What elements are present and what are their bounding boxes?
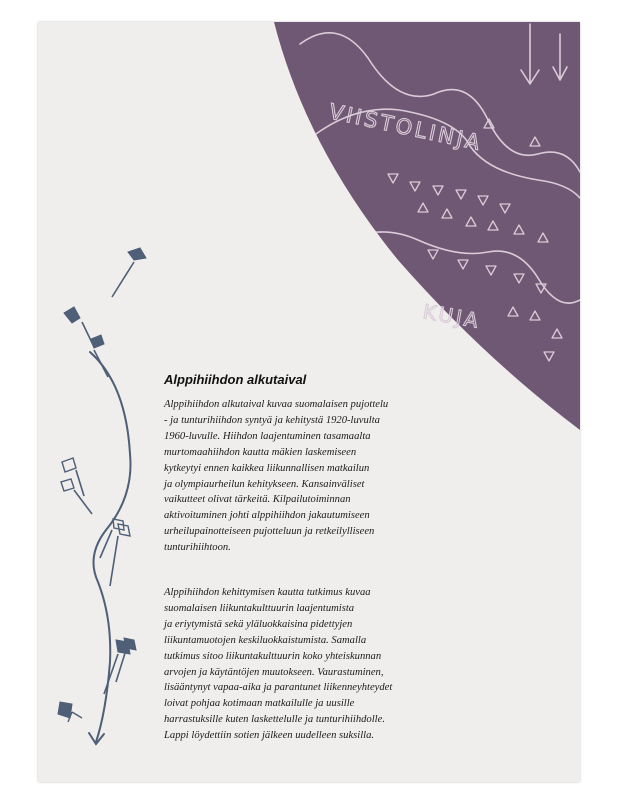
text-line: liikuntamuotojen keskiluokkaistumista. Samalla — [164, 634, 367, 646]
text-line: Alppihiihdon alkutaival kuvaa suomalaisen pujottelu — [164, 399, 389, 410]
description-paragraph-1 — [164, 397, 454, 556]
map-label-viistolinja: VIISTOLINJA — [326, 99, 485, 156]
text-line: arvojen ja käytäntöjen muutokseen. Vaurastuminen, — [164, 666, 384, 678]
text-line: Alppihiihdon kehittymisen kautta tutkimus kuvaa — [164, 587, 371, 598]
purple-corner-shape — [274, 22, 580, 430]
text-line: aktivoituminen johti alppihiihdon jakautumiseen — [164, 510, 370, 522]
text-line: urheilupainotteiseen pujotteluun ja retkeilylliseen — [164, 526, 375, 538]
slalom-gate-flags — [58, 248, 146, 722]
text-line: murtomaahiihdon kautta mäkien laskemiseen — [164, 446, 357, 458]
text-line: Lappi löydettiin sotien jälkeen uudelleen suksilla. — [164, 730, 375, 742]
text-line: - ja tunturihiihdon syntyä ja kehitystä 1920-luvulta — [164, 414, 380, 426]
text-line: loivat pohjaa kotimaan matkailulle ja uusille — [164, 698, 355, 710]
ski-track-line — [90, 352, 131, 742]
map-label-kuja: KUJA — [421, 299, 483, 334]
text-line: ja olympiaurheilun kehitykseen. Kansainväliset — [164, 478, 365, 490]
text-line: harrastuksille kuten laskettelulle ja tunturihiihdolle. — [164, 714, 385, 726]
text-line: suomalaisen liikuntakulttuurin laajentumista — [164, 602, 355, 614]
book-title: Alppihiihdon alkutaival — [164, 372, 307, 387]
text-line: ja eriytymistä sekä yläluokkaisina pidettyjen — [164, 618, 353, 630]
text-line: 1960-luvulle. Hiihdon laajentuminen tasamaalta — [164, 430, 371, 442]
text-line: tunturihiihtoon. — [164, 542, 231, 554]
text-line: tutkimus sitoo liikuntakulttuurin koko yhteiskunnan — [164, 650, 382, 662]
book-back-cover — [38, 22, 580, 782]
slalom-course-graphic — [58, 248, 146, 744]
text-line: vaikutteet olivat tärkeitä. Kilpailutoiminnan — [164, 494, 351, 506]
text-line: lisääntynyt vapaa-aika ja parantunet liikenneyhteydet — [164, 682, 393, 694]
text-line: kytkeytyi ennen kaikkea liikunnallisen matkailun — [164, 462, 370, 474]
description-paragraph-2 — [164, 585, 454, 744]
